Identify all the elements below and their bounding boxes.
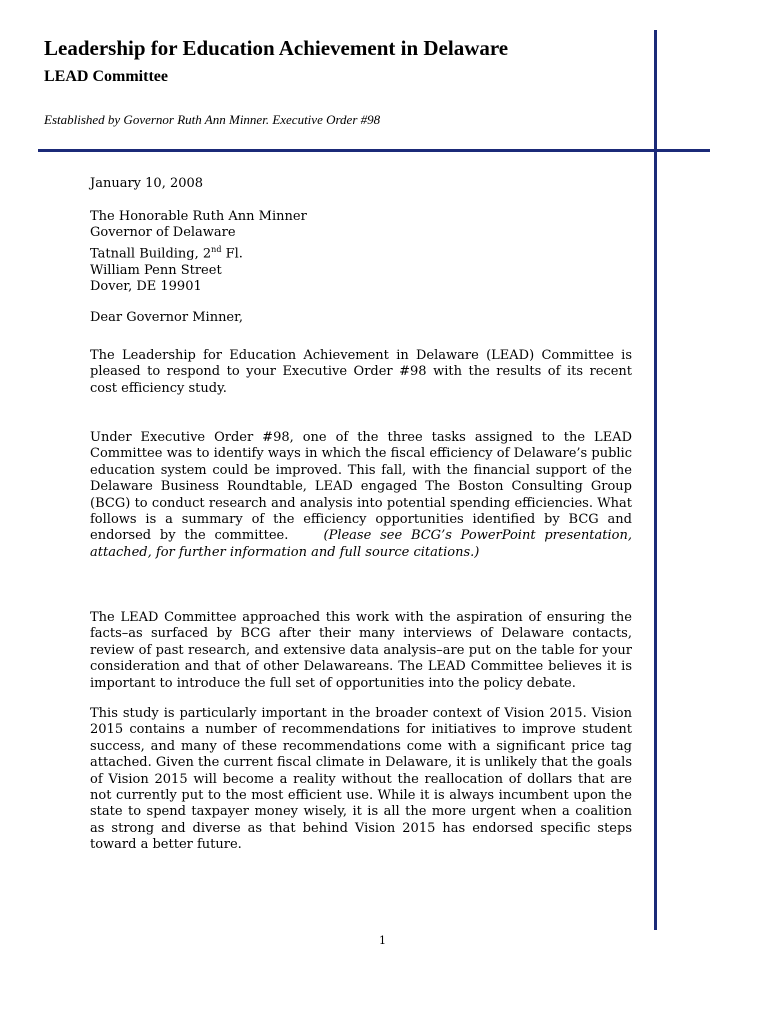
letterhead-title: Leadership for Education Achievement in Delaware xyxy=(44,36,509,60)
address-line: William Penn Street xyxy=(90,262,222,278)
salutation: Dear Governor Minner, xyxy=(90,310,244,325)
page-number: 1 xyxy=(379,934,386,947)
established-line: Established by Governor Ruth Ann Minner. Executive Order #98 xyxy=(44,112,381,127)
body-paragraph-4: This study is particularly important in the broader context of Vision 2015. Vision 2015 contains a number of recommendations for initiatives to improve student success, and many of these recommendations come with a significant price tag attached. Given the current fiscal climate in Delaware, it is unlikely that the goals of Vision 2015 will become a reality without the reallocation of dollars that are not currently put to the most efficient use. While it is always incumbent upon the state to spend taxpayer money wisely, it is all the more urgent when a coalition as strong and diverse as that behind Vision 2015 has endorsed specific steps toward a better future. xyxy=(90,706,632,853)
address-line: The Honorable Ruth Ann Minner xyxy=(90,209,307,224)
address-line: Governor of Delaware xyxy=(90,225,236,241)
letterhead-subtitle: LEAD Committee xyxy=(44,68,168,85)
address-line: Tatnall Building, 2nd Fl. xyxy=(90,244,243,262)
vertical-rule xyxy=(654,30,657,930)
body-paragraph-3: The LEAD Committee approached this work with the aspiration of ensuring the facts–as surfaced by BCG after their many interviews of Delaware contacts, review of past research, and extensive data analysis–are put on the table for your consideration and that of other Delawareans. The LEAD Committee believes it is important to introduce the full set of opportunities into the policy debate. xyxy=(90,610,632,691)
recipient-address xyxy=(90,209,632,295)
body-paragraph-1: The Leadership for Education Achievement in Delaware (LEAD) Committee is pleased to respond to your Executive Order #98 with the results of its recent cost efficiency study. xyxy=(90,348,632,396)
address-line: Dover, DE 19901 xyxy=(90,278,202,294)
citation-note: (Please see BCG’s PowerPoint presentation, attached, for further information and full source citations.) xyxy=(90,528,632,560)
letter-date: January 10, 2008 xyxy=(90,176,204,191)
horizontal-rule xyxy=(38,149,710,152)
body-paragraph-2: Under Executive Order #98, one of the three tasks assigned to the LEAD Committee was to identify ways in which the fiscal efficiency of Delaware’s public education system could be improved. This fall, with the financial support of the Delaware Business Roundtable, LEAD engaged The Boston Consulting Group (BCG) to conduct research and analysis into potential spending efficiencies. What follows is a summary of the efficiency opportunities identified by BCG and endorsed by the committee. (Please see BCG’s PowerPoint presentation, attached, for further information and full source citations.) xyxy=(90,430,632,560)
